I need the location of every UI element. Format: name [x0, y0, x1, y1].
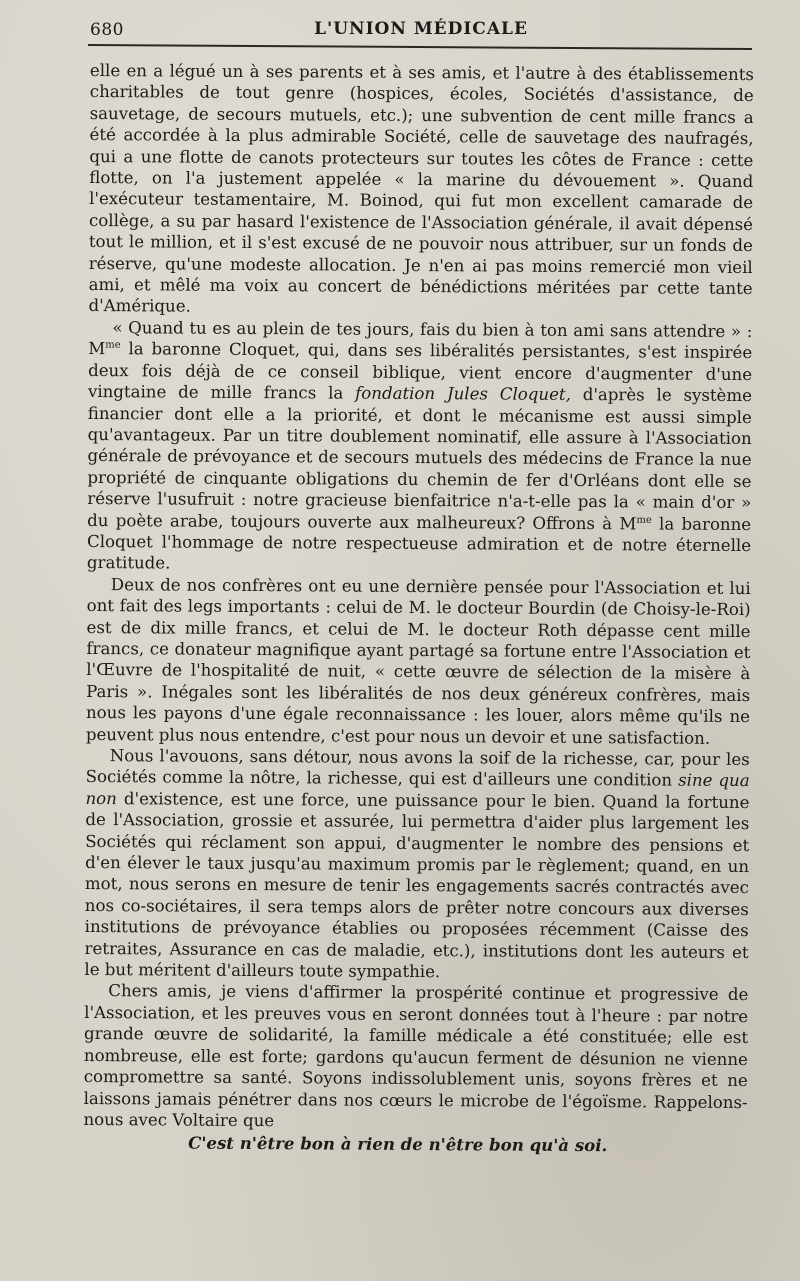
page-header: [90, 16, 752, 46]
page-number: 680: [90, 20, 124, 40]
paragraph-3: Deux de nos confrères ont eu une dernière pensée pour l'Association et lui ont fait des legs importants : celui de M. le docteur Bourdin (de Choisy-le-Roi) est de dix mille francs, et celui de M. le docteur Roth dépasse cent mille francs, ce donateur magnifique ayant partagé sa fortune entre l'Association et l'Œuvre de l'hospitalité de nuit, « cette œuvre de sélection de la misère à Paris ». Inégales sont les libéralités de nos deux généreux confrères, mais nous les payons d'une égale reconnaissance : les louer, alors même qu'ils ne peuvent plus nous entendre, c'est pour nous un devoir et une satisfaction.: [85, 574, 751, 748]
running-title: L'UNION MÉDICALE: [314, 19, 528, 39]
paragraph-4: [84, 745, 749, 985]
paragraph-4-part-b: d'existence, est une force, une puissance pour le bien. Quand la fortune de l'Association, grossie et assurée, lui permettra d'aider plus largement les Sociétés qui réclament son appui, d'augmenter le nombre des pensions et d'en élever le taux jusqu'au maximum promis par le règlement; quand, en un mot, nous serons en mesure de tenir les engagements sacrés contractés avec nos co-sociétaires, il sera temps alors de prêter notre concours aux diverses institutions de prévoyance établies ou proposées récemment (Caisse des retraites, Assurance en cas de maladie, etc.), institutions dont les auteurs et le but méritent d'ailleurs toute sympathie.: [84, 788, 750, 982]
paragraph-2-part-a: « Quand tu es au plein de tes jours, fais du bien à ton ami sans attendre » : M: [88, 318, 753, 359]
body-text: [83, 60, 754, 1158]
paragraph-2-part-b: la baronne Cloquet, qui, dans ses libéralités persistantes, s'est inspirée deux fois déjà de ce conseil biblique, vient encore d'augmenter d'une vingtaine de mille francs la: [87, 339, 753, 403]
paragraph-2-part-c: d'après le système financier dont elle a la priorité, et dont le mécanisme est aussi simple qu'avantageux. Par un titre doublement nominatif, elle assure à l'Association générale de prévoyance et de secours mutuels des médecins de France la nue propriété de cinquante obligations du chemin de fer d'Orléans dont elle se réserve l'usufruit : notre gracieuse bienfaitrice n'a-t-elle pas la « main d'or » du poète arabe, toujours ouverte aux malheureux? Offrons à M: [87, 385, 753, 533]
paragraph-2-superscript-2: me: [636, 514, 652, 526]
paragraph-2-part-d: la baronne Cloquet l'hommage de notre respectueuse admiration et de notre éternelle gratitude.: [86, 513, 752, 573]
paragraph-5: Chers amis, je viens d'affirmer la prospérité continue et progressive de l'Association, et les preuves vous en seront données tout à l'heure : par notre grande œuvre de solidarité, la famille médicale a été constituée; elle est nombreuse, elle est forte; gardons qu'aucun ferment de désunion ne vienne compromettre sa santé. Soyons indissolublement unis, soyons frères et ne laissons jamais pénétrer dans nos cœurs le microbe de l'égoïsme. Rappelons-nous avec Voltaire que: [83, 981, 749, 1131]
paragraph-2-italic: fondation Jules Cloquet,: [355, 383, 571, 405]
paragraph-2-superscript-1: me: [105, 339, 121, 351]
paragraph-4-part-a: Nous l'avouons, sans détour, nous avons la soif de la richesse, car, pour les Sociétés comme la nôtre, la richesse, qui est d'ailleurs une condition: [85, 746, 750, 791]
paragraph-1: elle en a légué un à ses parents et à ses amis, et l'autre à des établissements charitables de tout genre (hospices, écoles, Sociétés d'assistance, de sauvetage, de secours mutuels, etc.); une subvention de cent mille francs a été accordée à la plus admirable Société, celle de sauvetage des naufragés, qui a une flotte de canots protecteurs sur toutes les côtes de France : cette flotte, on l'a justement appelée « la marine du dévouement ». Quand l'exécuteur testamentaire, M. Boinod, qui fut mon excellent camarade de collège, a su par hasard l'existence de l'Association générale, il avait dépensé tout le million, et il s'est excusé de ne pouvoir nous attribuer, sur un fonds de réserve, qu'une modeste allocation. Je n'en ai pas moins remercié mon vieil ami, et mêlé ma voix au concert de bénédictions méritées par cette tante d'Amérique.: [88, 60, 754, 317]
paragraph-2: [87, 317, 753, 578]
closing-quote: C'est n'être bon à rien de n'être bon qu'à soi.: [188, 1132, 608, 1156]
paragraph-4-italic: sine qua non: [85, 771, 750, 808]
